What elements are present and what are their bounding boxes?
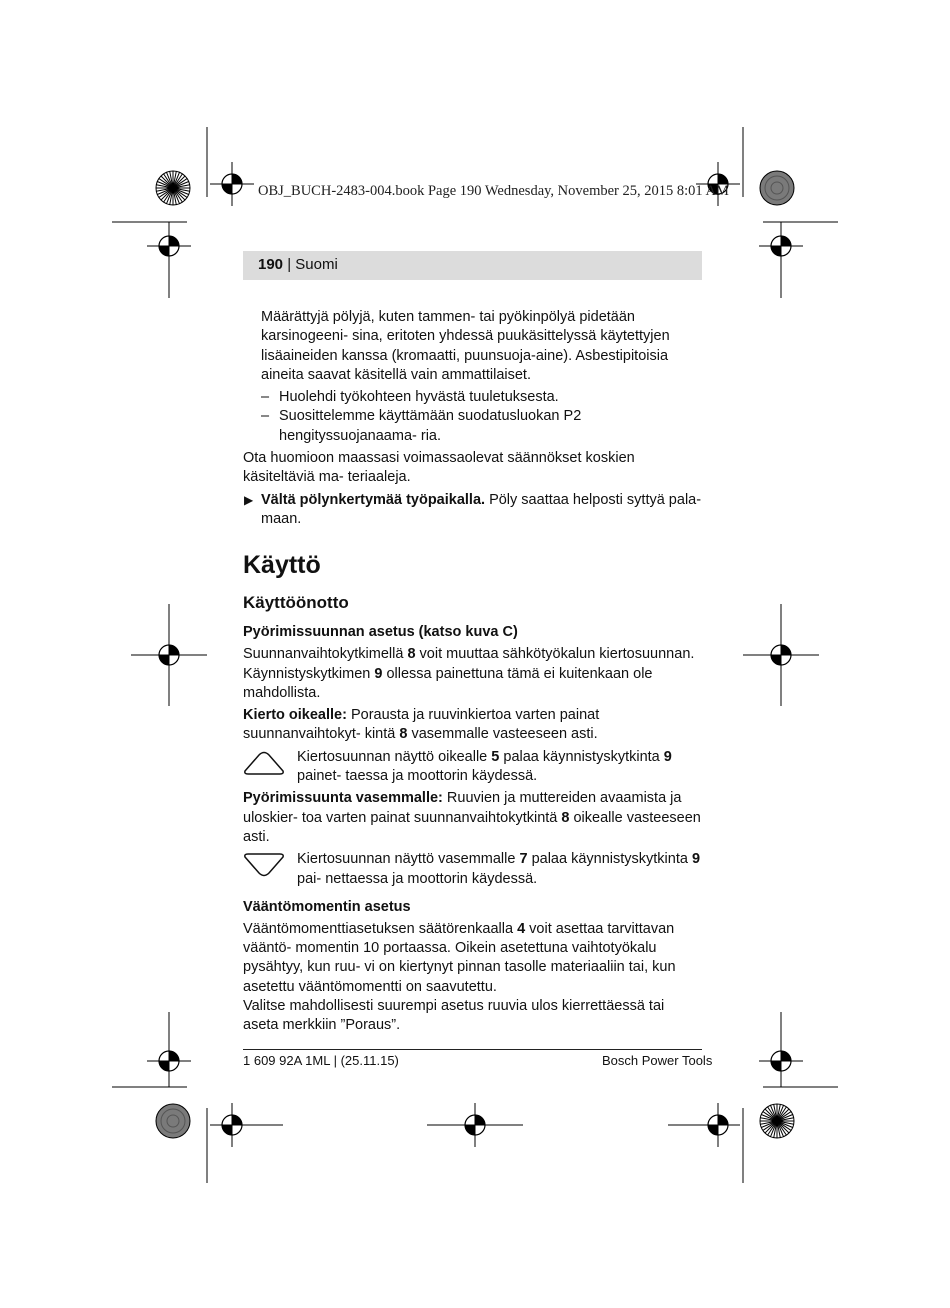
- registration-mark-icon: [156, 171, 190, 205]
- page-content: [243, 308, 703, 1036]
- rotation-right-label: Kierto oikealle:: [243, 707, 347, 724]
- registration-mark-icon: [760, 171, 794, 205]
- dash-item-text: Huolehdi työkohteen hyvästä tuuletuksesta.: [279, 389, 559, 406]
- registration-mark-icon: [156, 1104, 190, 1138]
- page-header: [243, 251, 702, 280]
- header-text: 190 | Suomi: [258, 256, 338, 273]
- rotation-left-indicator: Kiertosuunnan näyttö vasemmalle 7 palaa käynnistyskytkinta 9 pai- nettaessa ja moottorin käydessä.: [243, 850, 703, 889]
- section-subtitle: Käyttöönotto: [243, 593, 349, 613]
- warning-bold: Vältä pölynkertymää työpaikalla.: [261, 491, 486, 508]
- footer-rule: [243, 1049, 702, 1050]
- direction-down-icon: [243, 852, 285, 878]
- footer-doc-id: 1 609 92A 1ML | (25.11.15): [243, 1053, 399, 1068]
- arrow-right-icon: ▶: [244, 492, 254, 507]
- warning-text: Pöly saattaa helposti syttyä pala- maan.: [261, 491, 702, 527]
- direction-up-icon: [243, 750, 285, 776]
- rotation-heading: Pyörimissuunnan asetus (katso kuva C): [243, 624, 518, 641]
- header-section: Suomi: [295, 256, 338, 273]
- print-slug: OBJ_BUCH-2483-004.book Page 190 Wednesday, November 25, 2015 8:01 AM: [258, 183, 729, 199]
- rotation-paragraph: Suunnanvaihtokytkimellä 8 voit muuttaa sähkötyökalun kiertosuunnan. Käynnistyskytkimen 9 ollessa painettuna tämä ei kuitenkaan ole mahdollista.: [243, 646, 695, 701]
- crosshair-icon: [210, 162, 254, 206]
- rotation-right-paragraph: Kierto oikealle: Porausta ja ruuvinkiertoa varten painat suunnanvaihtokyt- kintä 8 vasemmalle vasteeseen asti.: [243, 707, 600, 743]
- intro-paragraph: Määrättyjä pölyjä, kuten tammen- tai pyökinpölyä pidetään karsinogeeni- sina, eritoten yhdessä puukäsittelyssä käytettyjen lisäaineiden kanssa (kromaatti, puunsuoja-aine). Asbestipitoisia aineita saavat käsitellä vain ammattilaiset.: [261, 309, 670, 383]
- footer-brand: Bosch Power Tools: [602, 1053, 713, 1068]
- section-title: Käyttö: [243, 551, 321, 580]
- dash-item: – Suosittelemme käyttämään suodatusluokan P2 hengityssuojanaama- ria.: [261, 408, 582, 444]
- rotation-left-paragraph: Pyörimissuunta vasemmalle: Ruuvien ja muttereiden avaamista ja uloskier- toa varten painat suunnanvaihtokytkintä 8 oikealle vasteeseen asti.: [243, 790, 701, 845]
- registration-mark-icon: [760, 1104, 794, 1138]
- rotation-right-indicator: Kiertosuunnan näyttö oikealle 5 palaa käynnistyskytkinta 9 painet- taessa ja moottorin käydessä.: [243, 748, 703, 787]
- torque-paragraph-2: Valitse mahdollisesti suurempi asetus ruuvia ulos kierrettäessä tai aseta merkkiin ”Poraus”.: [243, 998, 665, 1034]
- dash-item-text: Suosittelemme käyttämään suodatusluokan P2 hengityssuojanaama- ria.: [279, 408, 582, 444]
- page-number: 190: [258, 256, 284, 273]
- torque-heading: Vääntömomentin asetus: [243, 898, 411, 915]
- dash-item: – Huolehdi työkohteen hyvästä tuuletuksesta.: [261, 389, 559, 406]
- regulation-note: Ota huomioon maassasi voimassaolevat säännökset koskien käsiteltäviä ma- teriaaleja.: [243, 450, 635, 486]
- torque-paragraph: Vääntömomenttiasetuksen säätörenkaalla 4 voit asettaa tarvittavan vääntö- momentin 10 portaassa. Oikein asetettuna vaihtotyökalu pysähtyy, kun ruu- vi on kiertynyt pinnan tasolle materiaaliin tai, kun asetettu vääntömomentti on saavutettu.: [243, 920, 676, 995]
- rotation-left-label: Pyörimissuunta vasemmalle:: [243, 790, 443, 807]
- warning-item: [243, 491, 703, 530]
